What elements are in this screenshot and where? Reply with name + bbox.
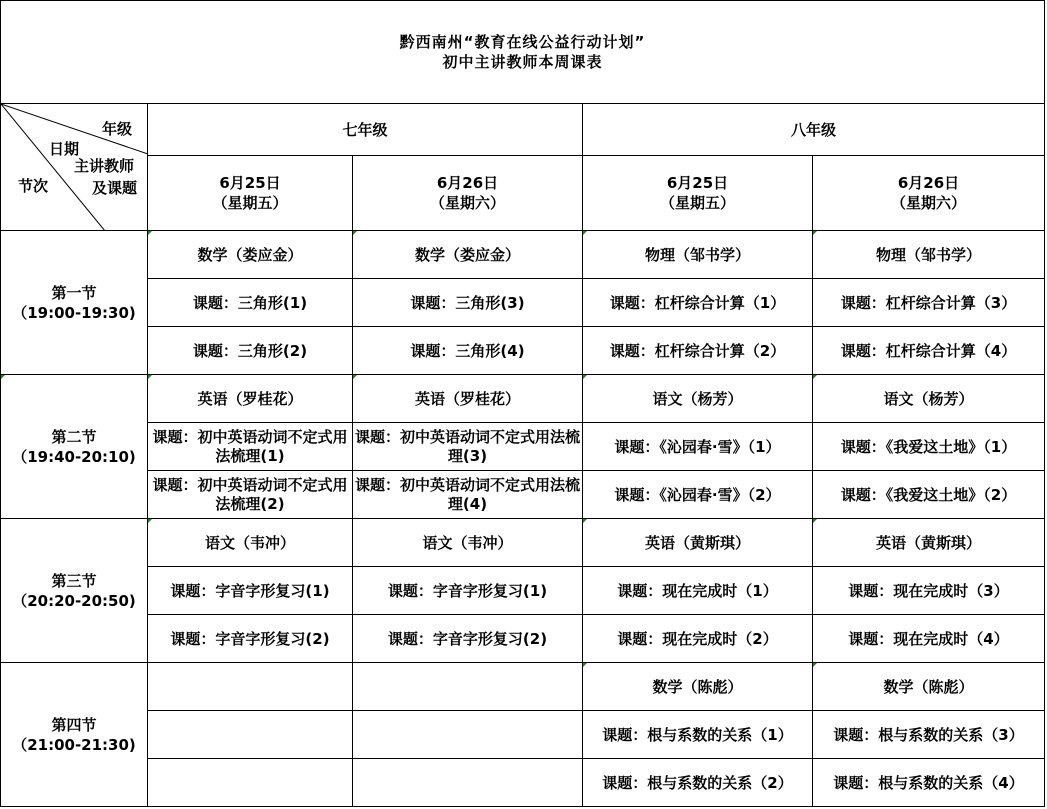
subject-cell: 数学（陈彪） <box>583 663 813 711</box>
topic-cell: 课题：现在完成时（1） <box>583 567 813 615</box>
topic-cell: 课题：根与系数的关系（3） <box>813 711 1045 759</box>
topic-cell: 课题：字音字形复习(2) <box>353 615 583 663</box>
date-header: 6月25日 （星期五） <box>148 156 353 231</box>
subject-cell: 英语（罗桂花） <box>148 375 353 423</box>
grade-header-7: 七年级 <box>148 104 583 156</box>
title-line-1: 黔西南州“教育在线公益行动计划” <box>399 33 646 51</box>
topic-cell: 课题：字音字形复习(1) <box>148 567 353 615</box>
topic-cell <box>148 759 353 807</box>
topic-cell: 课题：字音字形复习(2) <box>148 615 353 663</box>
subject-cell: 英语（黄斯琪） <box>813 519 1045 567</box>
topic-cell <box>148 711 353 759</box>
subject-cell: 语文（韦冲） <box>353 519 583 567</box>
topic-cell: 课题：初中英语动词不定式用法梳理(1) <box>148 423 353 471</box>
topic-cell: 课题：三角形(1) <box>148 279 353 327</box>
topic-cell: 课题：三角形(2) <box>148 327 353 375</box>
date-header: 6月26日 （星期六） <box>813 156 1045 231</box>
topic-cell: 课题：初中英语动词不定式用法梳理(2) <box>148 471 353 519</box>
topic-cell: 课题：初中英语动词不定式用法梳理(3) <box>353 423 583 471</box>
topic-cell: 课题：《我爱这土地》（2） <box>813 471 1045 519</box>
subject-cell: 数学（娄应金） <box>353 231 583 279</box>
topic-cell: 课题：杠杆综合计算（2） <box>583 327 813 375</box>
topic-cell: 课题：现在完成时（2） <box>583 615 813 663</box>
topic-cell: 课题：现在完成时（4） <box>813 615 1045 663</box>
table-title <box>1 1 1045 104</box>
topic-cell <box>353 711 583 759</box>
topic-cell: 课题：三角形(3) <box>353 279 583 327</box>
topic-cell: 课题：现在完成时（3） <box>813 567 1045 615</box>
topic-cell: 课题：杠杆综合计算（3） <box>813 279 1045 327</box>
period-cell: 第三节 （20:20-20:50) <box>1 519 148 663</box>
subject-cell: 语文（韦冲） <box>148 519 353 567</box>
topic-cell: 课题：字音字形复习(1) <box>353 567 583 615</box>
subject-cell <box>353 663 583 711</box>
topic-cell: 课题：《沁园春·雪》（2） <box>583 471 813 519</box>
topic-cell: 课题：三角形(4) <box>353 327 583 375</box>
subject-cell: 语文（杨芳） <box>583 375 813 423</box>
topic-cell: 课题：《沁园春·雪》（1） <box>583 423 813 471</box>
corner-label-date: 日期 <box>49 140 80 158</box>
topic-cell: 课题：初中英语动词不定式用法梳理(4) <box>353 471 583 519</box>
subject-cell: 物理（邹书学） <box>583 231 813 279</box>
date-header: 6月26日 （星期六） <box>353 156 583 231</box>
corner-label-topic: 及课题 <box>92 179 138 197</box>
date-header: 6月25日 （星期五） <box>583 156 813 231</box>
subject-cell <box>148 663 353 711</box>
grade-header-8: 八年级 <box>583 104 1045 156</box>
subject-cell: 英语（罗桂花） <box>353 375 583 423</box>
subject-cell: 物理（邹书学） <box>813 231 1045 279</box>
title-line-2: 初中主讲教师本周课表 <box>442 53 603 71</box>
subject-cell: 英语（黄斯琪） <box>583 519 813 567</box>
subject-cell: 语文（杨芳） <box>813 375 1045 423</box>
subject-cell: 数学（陈彪） <box>813 663 1045 711</box>
topic-cell <box>353 759 583 807</box>
corner-label-grade: 年级 <box>102 120 133 138</box>
topic-cell: 课题：《我爱这土地》（1） <box>813 423 1045 471</box>
period-cell: 第四节 （21:00-21:30) <box>1 663 148 807</box>
topic-cell: 课题：根与系数的关系（4） <box>813 759 1045 807</box>
topic-cell: 课题：杠杆综合计算（1） <box>583 279 813 327</box>
subject-cell: 数学（娄应金） <box>148 231 353 279</box>
period-cell: 第一节 （19:00-19:30) <box>1 231 148 375</box>
corner-label-teacher: 主讲教师 <box>74 157 135 175</box>
period-cell: 第二节 （19:40-20:10) <box>1 375 148 519</box>
topic-cell: 课题：根与系数的关系（1） <box>583 711 813 759</box>
topic-cell: 课题：根与系数的关系（2） <box>583 759 813 807</box>
corner-label-period: 节次 <box>18 177 49 195</box>
header-corner-cell <box>1 104 148 231</box>
topic-cell: 课题：杠杆综合计算（4） <box>813 327 1045 375</box>
